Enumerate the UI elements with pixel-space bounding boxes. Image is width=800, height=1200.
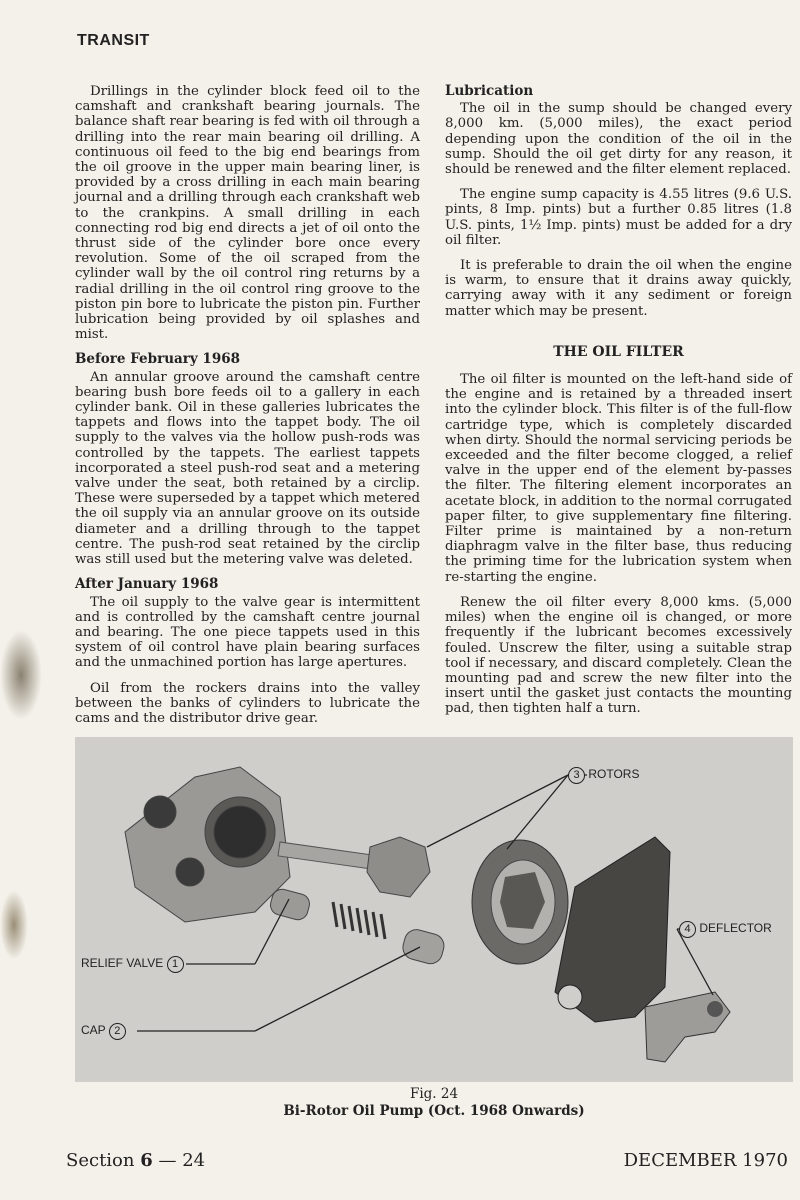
running-header xyxy=(77,30,150,50)
heading-lubrication: Lubrication xyxy=(445,83,534,99)
callout-deflector xyxy=(679,921,772,938)
oil-pump-figure xyxy=(75,737,793,1082)
callout-label-relief-valve: RELIEF VALVE xyxy=(81,956,164,970)
paragraph-oil-filter-1: The oil filter is mounted on the left-hand side of the engine and is retained by a threaded insert into the cylinder block. This filter is of the full-flow cartridge type, which is completely discarded when dirty. Should the normal servicing periods be exceeded and the filter become clogged, a relief valve in the upper end of the element by-passes the filter. The filtering element incorporates an acetate block, in addition to the normal corrugated paper filter, to give supplementary fine filtering. Filter prime is maintained by a non-return diaphragm valve in the filter base, thus reducing the priming time for the lubrication system when re-starting the engine. xyxy=(445,372,792,585)
paragraph-before-feb-1968: An annular groove around the camshaft centre bearing bush bore feeds oil to a gallery in each cylinder bank. Oil in these galleries lubricates the tappets and flows into the tappet body. The oil supply to the valves via the hollow push-rods was controlled by the tappets. The earliest tappets incorporated a steel push-rod seat and a metering valve under the seat, both retained by a circlip. These were superseded by a tappet which metered the oil supply via an annular groove on its outside diameter and a drilling through to the tappet centre. The push-rod seat retained by the circlip was still used but the metering valve was deleted. xyxy=(75,369,420,568)
footer-section xyxy=(66,1150,205,1171)
spring-part xyxy=(333,902,385,939)
footer-section-prefix: Section xyxy=(66,1150,141,1171)
callout-number-2: 2 xyxy=(109,1023,126,1040)
callout-number-3: 3 xyxy=(568,767,585,784)
callout-number-1: 1 xyxy=(167,956,184,973)
footer-section-number: 6 xyxy=(140,1150,153,1171)
callout-cap xyxy=(81,1023,126,1040)
page-stain-2 xyxy=(0,890,28,960)
callout-number-4: 4 xyxy=(679,921,696,938)
footer-section-suffix: — 24 xyxy=(152,1150,206,1171)
heading-before-feb-1968: Before February 1968 xyxy=(75,351,240,368)
footer-date: DECEMBER 1970 xyxy=(623,1150,788,1171)
outer-rotor-part xyxy=(472,840,568,964)
callout-relief-valve xyxy=(81,956,184,973)
relief-valve-part xyxy=(268,887,311,922)
page-stain-1 xyxy=(0,630,42,720)
paragraph-drillings: Drillings in the cylinder block feed oil to the camshaft and crankshaft bearing journals. The balance shaft rear bearing is fed with oil through a drilling into the rear main bearing oil drilling. A continuous oil feed to the big end bearings from the oil groove in the upper main bearing liner, is provided by a cross drilling in each main bearing journal and a drilling through each crankshaft web to the crankpins. A small drilling in each connecting rod big end directs a jet of oil onto the thrust side of the cylinder bore once every revolution. Some of the oil scraped from the cylinder wall by the oil control ring returns by a radial drilling in the oil control ring groove to the piston pin bore to lubricate the piston pin. Further lubrication being provided by oil splashes and mist. xyxy=(75,84,420,343)
inner-rotor xyxy=(367,837,430,897)
paragraph-lubrication-2: The engine sump capacity is 4.55 litres (9.6 U.S. pints, 8 Imp. pints) but a further 0.85 litres (1.8 U.S. pints, 1½ Imp. pints) must be added for a dry oil filter. xyxy=(445,187,792,248)
cap-part xyxy=(400,927,446,966)
paragraph-oil-filter-2: Renew the oil filter every 8,000 kms. (5,000 miles) when the engine oil is changed, or more frequently if the lubricant becomes excessively fouled. Unscrew the filter, using a suitable strap tool if necessary, and discard completely. Clean the mounting pad and screw the new filter into the insert until the gasket just contacts the mounting pad, then tighten half a turn. xyxy=(445,594,792,717)
paragraph-after-jan-1968-2: Oil from the rockers drains into the valley between the banks of cylinders to lubricate the cams and the distributor drive gear. xyxy=(75,680,420,726)
callout-label-cap: CAP xyxy=(81,1023,106,1037)
callout-label-rotors: ROTORS xyxy=(588,767,640,781)
heading-oil-filter: THE OIL FILTER xyxy=(553,343,684,360)
figure-number: Fig. 24 xyxy=(409,1086,459,1102)
heading-after-jan-1968: After January 1968 xyxy=(75,576,219,593)
paragraph-lubrication-3: It is preferable to drain the oil when the engine is warm, to ensure that it drains away quickly, carrying away with it any sediment or foreign matter which may be present. xyxy=(445,258,792,319)
paragraph-lubrication-1: The oil in the sump should be changed every 8,000 km. (5,000 miles), the exact period depending upon the condition of the oil in the sump. Should the oil get dirty for any reason, it should be renewed and the filter element replaced. xyxy=(445,101,792,178)
figure-title: Bi-Rotor Oil Pump (Oct. 1968 Onwards) xyxy=(283,1103,585,1119)
callout-rotors xyxy=(568,767,639,784)
header-title: TRANSIT xyxy=(77,32,150,49)
pump-body xyxy=(125,767,290,922)
paragraph-after-jan-1968-1: The oil supply to the valve gear is intermittent and is controlled by the camshaft centre journal and bearing. The one piece tappets used in this system of oil control have plain bearing surfaces and the unmachined portion has large apertures. xyxy=(75,594,420,671)
oil-pump-illustration xyxy=(75,737,793,1082)
left-column xyxy=(75,84,420,736)
right-column xyxy=(445,84,792,727)
callout-label-deflector: DEFLECTOR xyxy=(699,921,772,935)
